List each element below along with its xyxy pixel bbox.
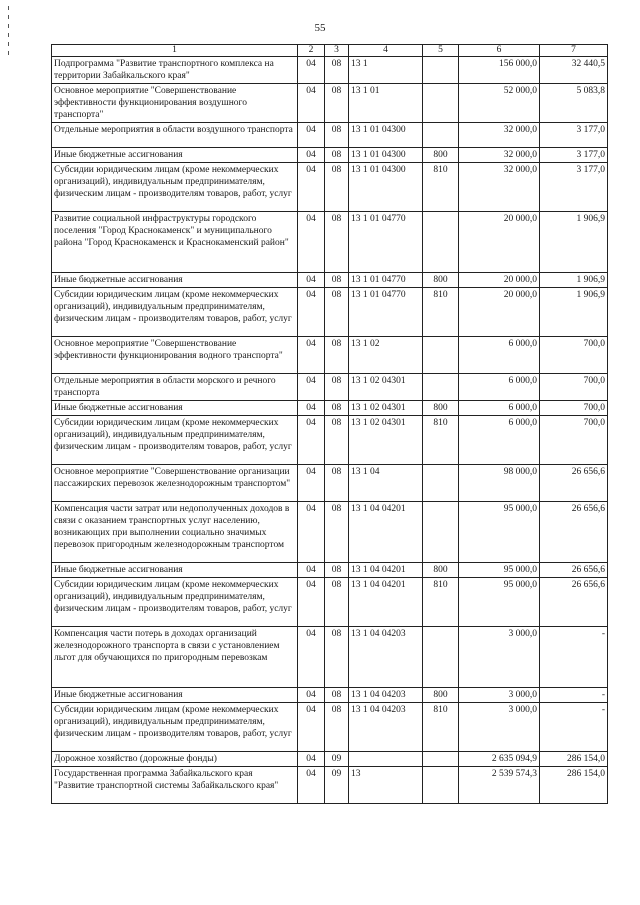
section-code-cell: 04 bbox=[298, 578, 325, 627]
section-code-cell: 04 bbox=[298, 401, 325, 416]
amount-cell: 3 000,0 bbox=[459, 688, 540, 703]
expense-type-cell bbox=[423, 374, 459, 401]
column-header: 3 bbox=[325, 45, 349, 57]
amount-executed-cell: 1 906,9 bbox=[540, 212, 608, 273]
expense-type-cell bbox=[423, 337, 459, 374]
section-code-cell: 04 bbox=[298, 374, 325, 401]
section-code-cell: 04 bbox=[298, 416, 325, 465]
column-header: 7 bbox=[540, 45, 608, 57]
row-name-cell: Иные бюджетные ассигнования bbox=[52, 563, 298, 578]
subsection-code-cell: 08 bbox=[325, 688, 349, 703]
table-row bbox=[52, 84, 608, 123]
amount-executed-cell: 3 177,0 bbox=[540, 163, 608, 212]
section-code-cell: 04 bbox=[298, 273, 325, 288]
amount-cell: 20 000,0 bbox=[459, 273, 540, 288]
subsection-code-cell: 08 bbox=[325, 563, 349, 578]
amount-executed-cell: 26 656,6 bbox=[540, 502, 608, 563]
subsection-code-cell: 08 bbox=[325, 288, 349, 337]
item-code-cell: 13 1 bbox=[349, 57, 423, 84]
expense-type-cell bbox=[423, 123, 459, 148]
item-code-cell: 13 1 01 04300 bbox=[349, 148, 423, 163]
expense-type-cell: 810 bbox=[423, 416, 459, 465]
subsection-code-cell: 09 bbox=[325, 767, 349, 804]
amount-cell: 20 000,0 bbox=[459, 288, 540, 337]
row-name-cell: Отдельные мероприятия в области морского и речного транспорта bbox=[52, 374, 298, 401]
table-row bbox=[52, 578, 608, 627]
table-row bbox=[52, 337, 608, 374]
amount-executed-cell: 700,0 bbox=[540, 416, 608, 465]
amount-executed-cell: 1 906,9 bbox=[540, 288, 608, 337]
section-code-cell: 04 bbox=[298, 688, 325, 703]
subsection-code-cell: 08 bbox=[325, 84, 349, 123]
amount-cell: 32 000,0 bbox=[459, 163, 540, 212]
row-name-cell: Компенсация части потерь в доходах организаций железнодорожного транспорта в связи с установлением льгот для обучающихся по пригородным перевозкам bbox=[52, 627, 298, 688]
subsection-code-cell: 08 bbox=[325, 337, 349, 374]
subsection-code-cell: 08 bbox=[325, 273, 349, 288]
table-row bbox=[52, 212, 608, 273]
item-code-cell: 13 1 04 bbox=[349, 465, 423, 502]
amount-cell: 32 000,0 bbox=[459, 123, 540, 148]
expense-type-cell: 800 bbox=[423, 688, 459, 703]
section-code-cell: 04 bbox=[298, 123, 325, 148]
table-row bbox=[52, 148, 608, 163]
subsection-code-cell: 08 bbox=[325, 163, 349, 212]
subsection-code-cell: 08 bbox=[325, 502, 349, 563]
item-code-cell: 13 1 04 04203 bbox=[349, 688, 423, 703]
amount-executed-cell: 1 906,9 bbox=[540, 273, 608, 288]
section-code-cell: 04 bbox=[298, 288, 325, 337]
section-code-cell: 04 bbox=[298, 563, 325, 578]
expense-type-cell bbox=[423, 767, 459, 804]
column-header: 5 bbox=[423, 45, 459, 57]
row-name-cell: Иные бюджетные ассигнования bbox=[52, 148, 298, 163]
header-row bbox=[52, 45, 608, 57]
section-code-cell: 04 bbox=[298, 703, 325, 752]
column-header: 2 bbox=[298, 45, 325, 57]
amount-cell: 20 000,0 bbox=[459, 212, 540, 273]
section-code-cell: 04 bbox=[298, 767, 325, 804]
table-row bbox=[52, 288, 608, 337]
row-name-cell: Субсидии юридическим лицам (кроме некоммерческих организаций), индивидуальным предпринимателям, физическим лицам - производителям товаров, работ, услуг bbox=[52, 416, 298, 465]
table-row bbox=[52, 163, 608, 212]
item-code-cell: 13 1 02 04301 bbox=[349, 401, 423, 416]
table-row bbox=[52, 688, 608, 703]
expense-type-cell: 810 bbox=[423, 163, 459, 212]
amount-cell: 32 000,0 bbox=[459, 148, 540, 163]
row-name-cell: Основное мероприятие "Совершенствование эффективности функционирования воздушного транспорта" bbox=[52, 84, 298, 123]
page-number: 55 bbox=[314, 22, 326, 34]
row-name-cell: Основное мероприятие "Совершенствование эффективности функционирования водного транспорта" bbox=[52, 337, 298, 374]
expense-type-cell bbox=[423, 752, 459, 767]
section-code-cell: 04 bbox=[298, 752, 325, 767]
subsection-code-cell: 08 bbox=[325, 578, 349, 627]
expense-type-cell bbox=[423, 627, 459, 688]
amount-cell: 6 000,0 bbox=[459, 337, 540, 374]
budget-table bbox=[51, 44, 608, 804]
section-code-cell: 04 bbox=[298, 627, 325, 688]
row-name-cell: Развитие социальной инфраструктуры городского поселения "Город Краснокаменск" и муниципального района "Город Краснокаменск и Краснокаменский район" bbox=[52, 212, 298, 273]
subsection-code-cell: 08 bbox=[325, 627, 349, 688]
section-code-cell: 04 bbox=[298, 57, 325, 84]
subsection-code-cell: 08 bbox=[325, 401, 349, 416]
amount-executed-cell: - bbox=[540, 703, 608, 752]
row-name-cell: Компенсация части затрат или недополученных доходов в связи с оказанием транспортных услуг населению, возникающих при выполнении социально значимых перевозок пригородным железнодорожным транспортом bbox=[52, 502, 298, 563]
amount-cell: 156 000,0 bbox=[459, 57, 540, 84]
row-name-cell: Субсидии юридическим лицам (кроме некоммерческих организаций), индивидуальным предпринимателям, физическим лицам - производителям товаров, работ, услуг bbox=[52, 703, 298, 752]
amount-executed-cell: 5 083,8 bbox=[540, 84, 608, 123]
amount-cell: 52 000,0 bbox=[459, 84, 540, 123]
section-code-cell: 04 bbox=[298, 212, 325, 273]
subsection-code-cell: 08 bbox=[325, 416, 349, 465]
row-name-cell: Подпрограмма "Развитие транспортного комплекса на территории Забайкальского края" bbox=[52, 57, 298, 84]
amount-cell: 95 000,0 bbox=[459, 578, 540, 627]
item-code-cell: 13 1 04 04203 bbox=[349, 703, 423, 752]
item-code-cell: 13 1 01 04300 bbox=[349, 163, 423, 212]
row-name-cell: Основное мероприятие "Совершенствование организации пассажирских перевозок железнодорожным транспортом" bbox=[52, 465, 298, 502]
expense-type-cell: 800 bbox=[423, 273, 459, 288]
row-name-cell: Субсидии юридическим лицам (кроме некоммерческих организаций), индивидуальным предпринимателям, физическим лицам - производителям товаров, работ, услуг bbox=[52, 163, 298, 212]
section-code-cell: 04 bbox=[298, 337, 325, 374]
table-row bbox=[52, 401, 608, 416]
expense-type-cell: 800 bbox=[423, 148, 459, 163]
expense-type-cell bbox=[423, 212, 459, 273]
amount-executed-cell: 26 656,6 bbox=[540, 563, 608, 578]
expense-type-cell: 810 bbox=[423, 578, 459, 627]
amount-cell: 3 000,0 bbox=[459, 627, 540, 688]
table-body bbox=[52, 57, 608, 804]
amount-cell: 2 635 094,9 bbox=[459, 752, 540, 767]
amount-cell: 6 000,0 bbox=[459, 374, 540, 401]
row-name-cell: Дорожное хозяйство (дорожные фонды) bbox=[52, 752, 298, 767]
table-row bbox=[52, 374, 608, 401]
item-code-cell bbox=[349, 752, 423, 767]
expense-type-cell bbox=[423, 465, 459, 502]
expense-type-cell: 810 bbox=[423, 703, 459, 752]
row-name-cell: Субсидии юридическим лицам (кроме некоммерческих организаций), индивидуальным предпринимателям, физическим лицам - производителям товаров, работ, услуг bbox=[52, 288, 298, 337]
table-row bbox=[52, 627, 608, 688]
expense-type-cell: 800 bbox=[423, 563, 459, 578]
item-code-cell: 13 1 04 04201 bbox=[349, 578, 423, 627]
amount-executed-cell: 700,0 bbox=[540, 374, 608, 401]
amount-executed-cell: 700,0 bbox=[540, 337, 608, 374]
item-code-cell: 13 1 04 04201 bbox=[349, 502, 423, 563]
column-header: 4 bbox=[349, 45, 423, 57]
amount-cell: 6 000,0 bbox=[459, 416, 540, 465]
amount-executed-cell: - bbox=[540, 688, 608, 703]
table-row bbox=[52, 465, 608, 502]
row-name-cell: Субсидии юридическим лицам (кроме некоммерческих организаций), индивидуальным предпринимателям, физическим лицам - производителям товаров, работ, услуг bbox=[52, 578, 298, 627]
table-row bbox=[52, 123, 608, 148]
amount-executed-cell: 286 154,0 bbox=[540, 767, 608, 804]
subsection-code-cell: 08 bbox=[325, 123, 349, 148]
table-row bbox=[52, 703, 608, 752]
table-row bbox=[52, 502, 608, 563]
row-name-cell: Иные бюджетные ассигнования bbox=[52, 401, 298, 416]
row-name-cell: Отдельные мероприятия в области воздушного транспорта bbox=[52, 123, 298, 148]
amount-executed-cell: 3 177,0 bbox=[540, 148, 608, 163]
amount-cell: 3 000,0 bbox=[459, 703, 540, 752]
section-code-cell: 04 bbox=[298, 502, 325, 563]
expense-type-cell bbox=[423, 502, 459, 563]
item-code-cell: 13 1 01 bbox=[349, 84, 423, 123]
subsection-code-cell: 08 bbox=[325, 703, 349, 752]
amount-cell: 98 000,0 bbox=[459, 465, 540, 502]
row-name-cell: Государственная программа Забайкальского края "Развитие транспортной системы Забайкальского края" bbox=[52, 767, 298, 804]
amount-executed-cell: 286 154,0 bbox=[540, 752, 608, 767]
row-name-cell: Иные бюджетные ассигнования bbox=[52, 273, 298, 288]
section-code-cell: 04 bbox=[298, 465, 325, 502]
table-row bbox=[52, 752, 608, 767]
subsection-code-cell: 08 bbox=[325, 148, 349, 163]
item-code-cell: 13 1 02 04301 bbox=[349, 416, 423, 465]
item-code-cell: 13 1 02 bbox=[349, 337, 423, 374]
section-code-cell: 04 bbox=[298, 163, 325, 212]
amount-executed-cell: 700,0 bbox=[540, 401, 608, 416]
subsection-code-cell: 09 bbox=[325, 752, 349, 767]
subsection-code-cell: 08 bbox=[325, 212, 349, 273]
amount-cell: 95 000,0 bbox=[459, 563, 540, 578]
item-code-cell: 13 1 01 04300 bbox=[349, 123, 423, 148]
item-code-cell: 13 1 04 04203 bbox=[349, 627, 423, 688]
table-row bbox=[52, 273, 608, 288]
expense-type-cell bbox=[423, 84, 459, 123]
expense-type-cell: 800 bbox=[423, 401, 459, 416]
table-row bbox=[52, 563, 608, 578]
item-code-cell: 13 1 04 04201 bbox=[349, 563, 423, 578]
amount-cell: 95 000,0 bbox=[459, 502, 540, 563]
item-code-cell: 13 1 01 04770 bbox=[349, 288, 423, 337]
table-row bbox=[52, 57, 608, 84]
item-code-cell: 13 1 02 04301 bbox=[349, 374, 423, 401]
amount-cell: 2 539 574,3 bbox=[459, 767, 540, 804]
expense-type-cell bbox=[423, 57, 459, 84]
subsection-code-cell: 08 bbox=[325, 57, 349, 84]
subsection-code-cell: 08 bbox=[325, 465, 349, 502]
section-code-cell: 04 bbox=[298, 84, 325, 123]
amount-executed-cell: 26 656,6 bbox=[540, 465, 608, 502]
column-header: 1 bbox=[52, 45, 298, 57]
expense-type-cell: 810 bbox=[423, 288, 459, 337]
section-code-cell: 04 bbox=[298, 148, 325, 163]
item-code-cell: 13 bbox=[349, 767, 423, 804]
item-code-cell: 13 1 01 04770 bbox=[349, 212, 423, 273]
item-code-cell: 13 1 01 04770 bbox=[349, 273, 423, 288]
table-row bbox=[52, 416, 608, 465]
row-name-cell: Иные бюджетные ассигнования bbox=[52, 688, 298, 703]
amount-executed-cell: 3 177,0 bbox=[540, 123, 608, 148]
column-header: 6 bbox=[459, 45, 540, 57]
amount-executed-cell: - bbox=[540, 627, 608, 688]
subsection-code-cell: 08 bbox=[325, 374, 349, 401]
amount-cell: 6 000,0 bbox=[459, 401, 540, 416]
table-row bbox=[52, 767, 608, 804]
amount-executed-cell: 26 656,6 bbox=[540, 578, 608, 627]
amount-executed-cell: 32 440,5 bbox=[540, 57, 608, 84]
